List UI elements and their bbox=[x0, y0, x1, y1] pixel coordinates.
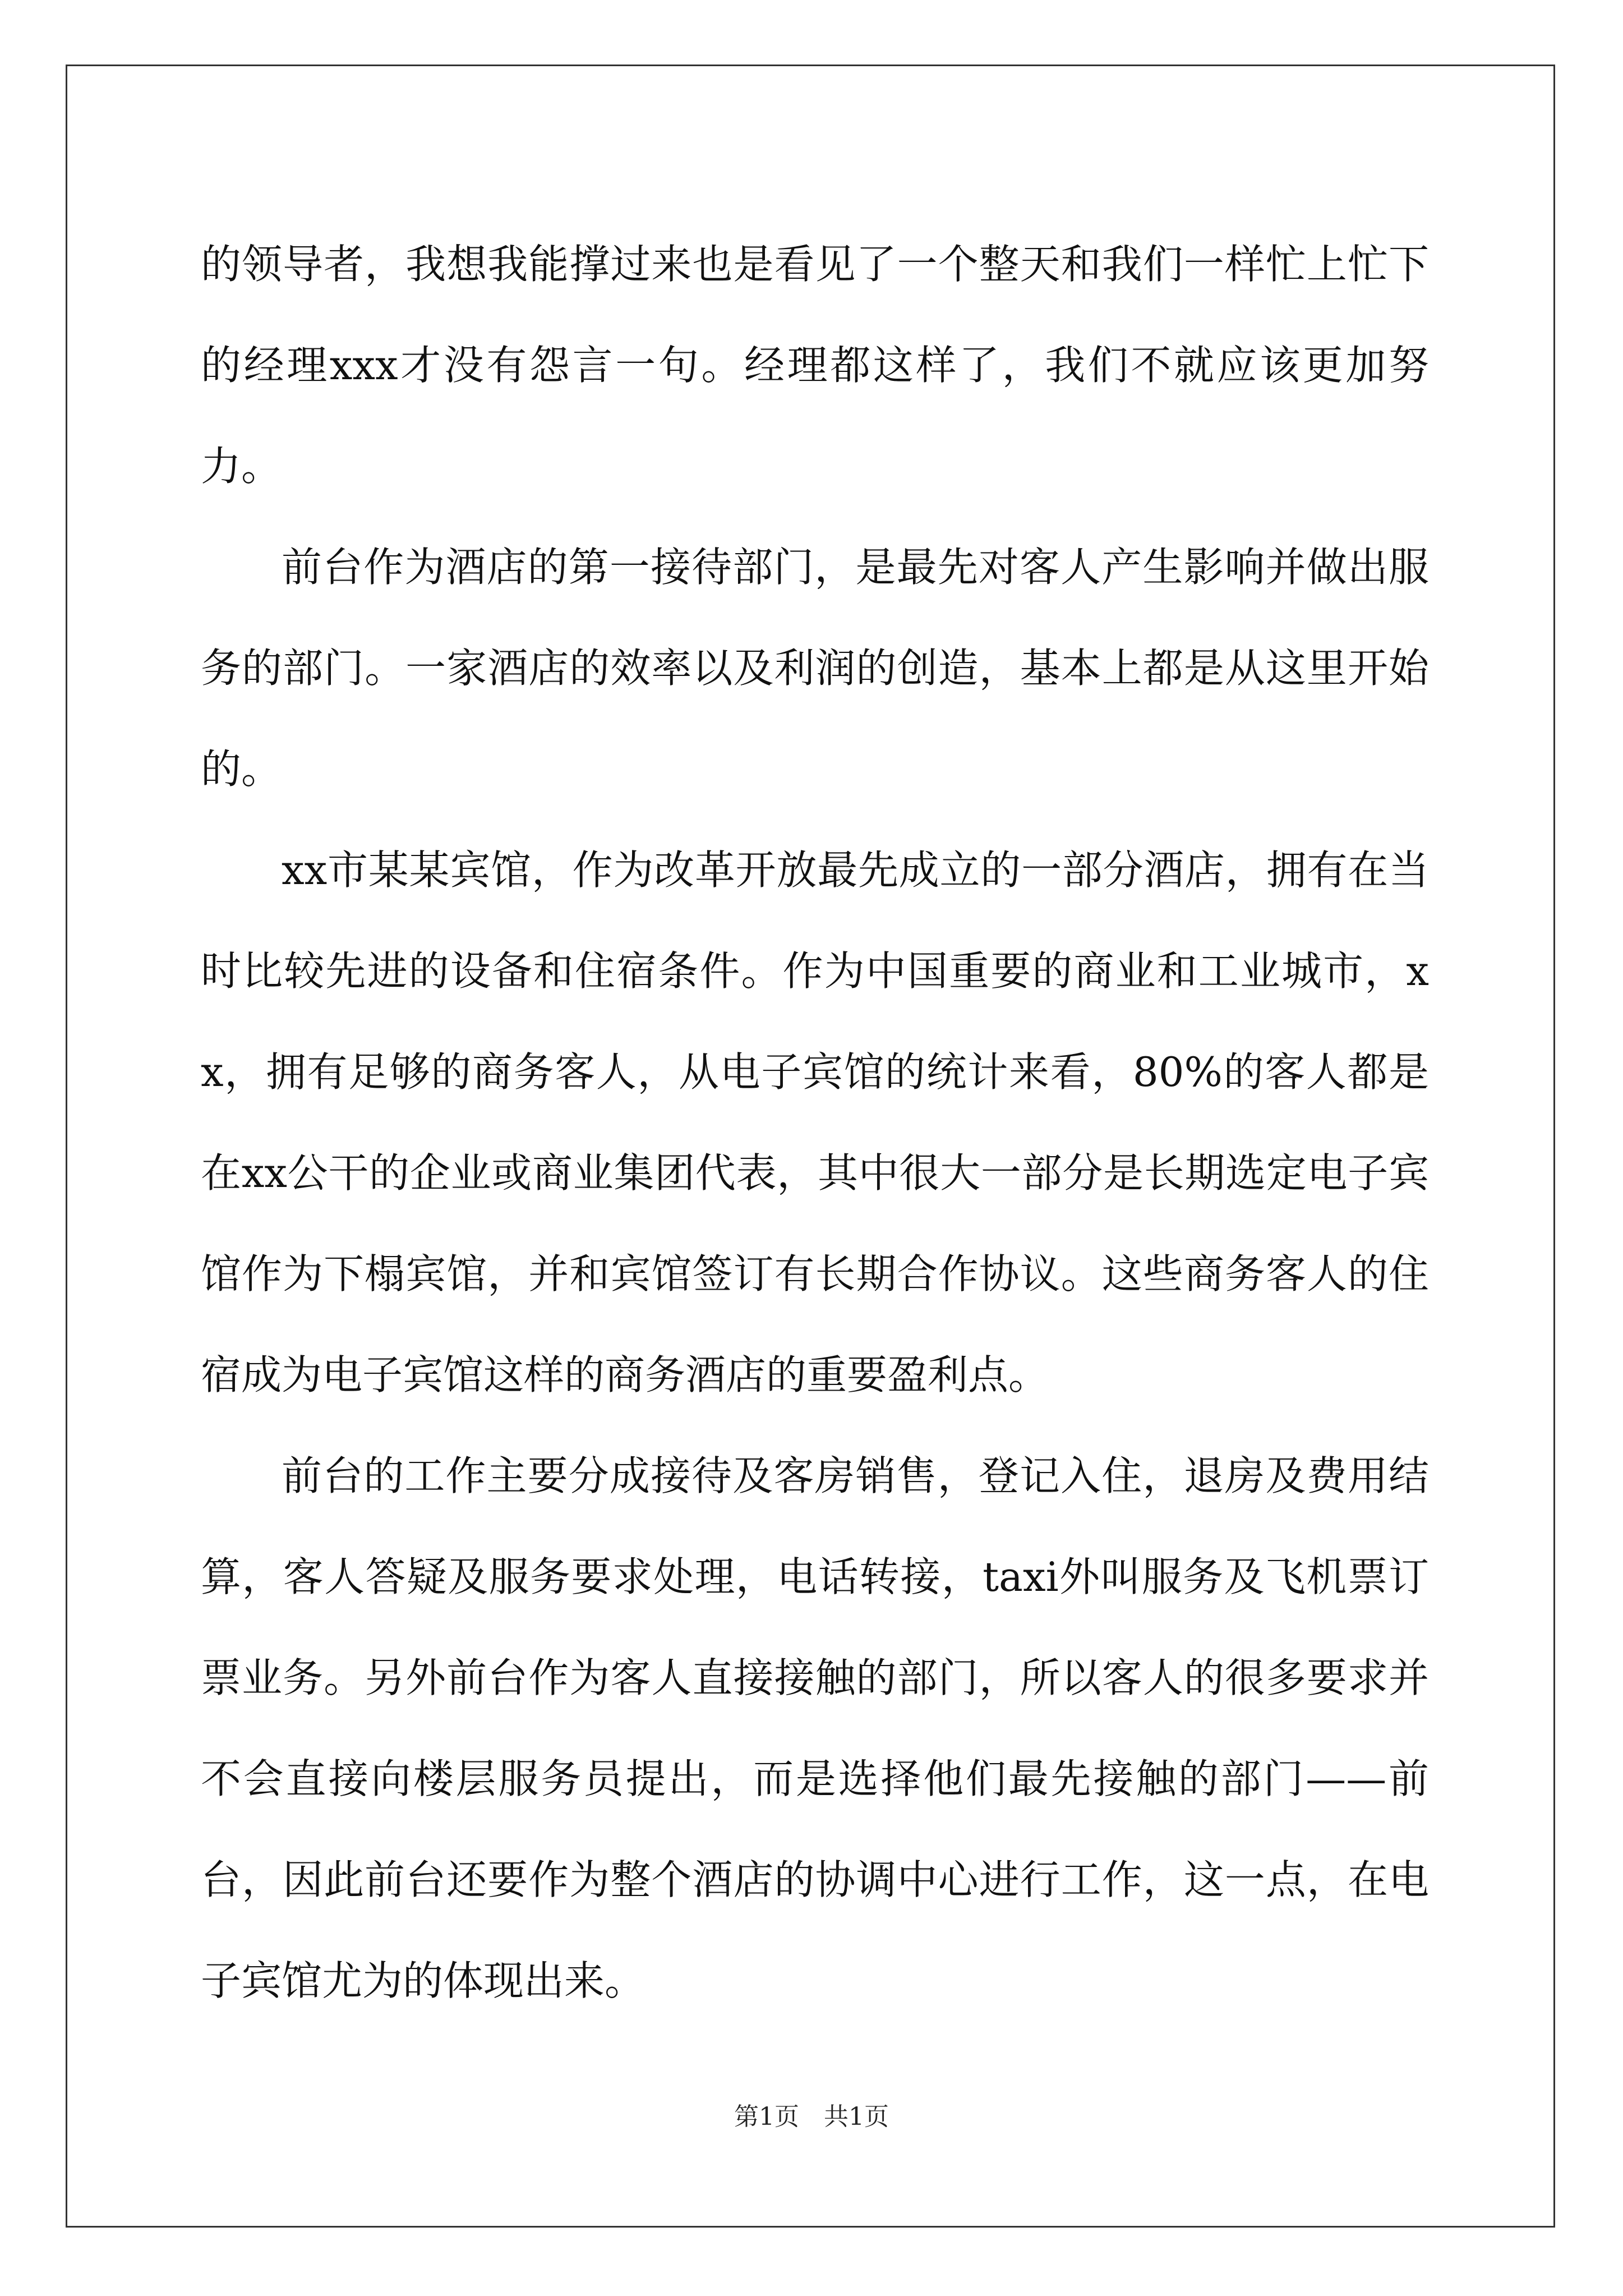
document-body bbox=[201, 214, 1429, 2031]
paragraph-1: 的领导者，我想我能撑过来也是看见了一个整天和我们一样忙上忙下的经理xxx才没有怨言一句。经理都这样了，我们不就应该更加努力。 bbox=[201, 241, 1429, 490]
paragraph-4: 前台的工作主要分成接待及客房销售，登记入住，退房及费用结算，客人答疑及服务要求处理，电话转接，taxi外叫服务及飞机票订票业务。另外前台作为客人直接接触的部门，所以客人的很多要求并不会直接向楼层服务员提出，而是选择他们最先接触的部门——前台，因此前台还要作为整个酒店的协调中心进行工作，这一点，在电子宾馆尤为的体现出来。 bbox=[201, 1452, 1429, 2004]
paragraph-2: 前台作为酒店的第一接待部门，是最先对客人产生影响并做出服务的部门。一家酒店的效率以及利润的创造，基本上都是从这里开始的。 bbox=[201, 544, 1429, 793]
page-number-footer: 第1页 共1页 bbox=[734, 2102, 889, 2131]
paragraph-3: xx市某某宾馆，作为改革开放最先成立的一部分酒店，拥有在当时比较先进的设备和住宿条件。作为中国重要的商业和工业城市，xx，拥有足够的商务客人，从电子宾馆的统计来看，80%的客人都是在xx公干的企业或商业集团代表，其中很大一部分是长期选定电子宾馆作为下榻宾馆，并和宾馆签订有长期合作协议。这些商务客人的住宿成为电子宾馆这样的商务酒店的重要盈利点。 bbox=[201, 846, 1429, 1398]
